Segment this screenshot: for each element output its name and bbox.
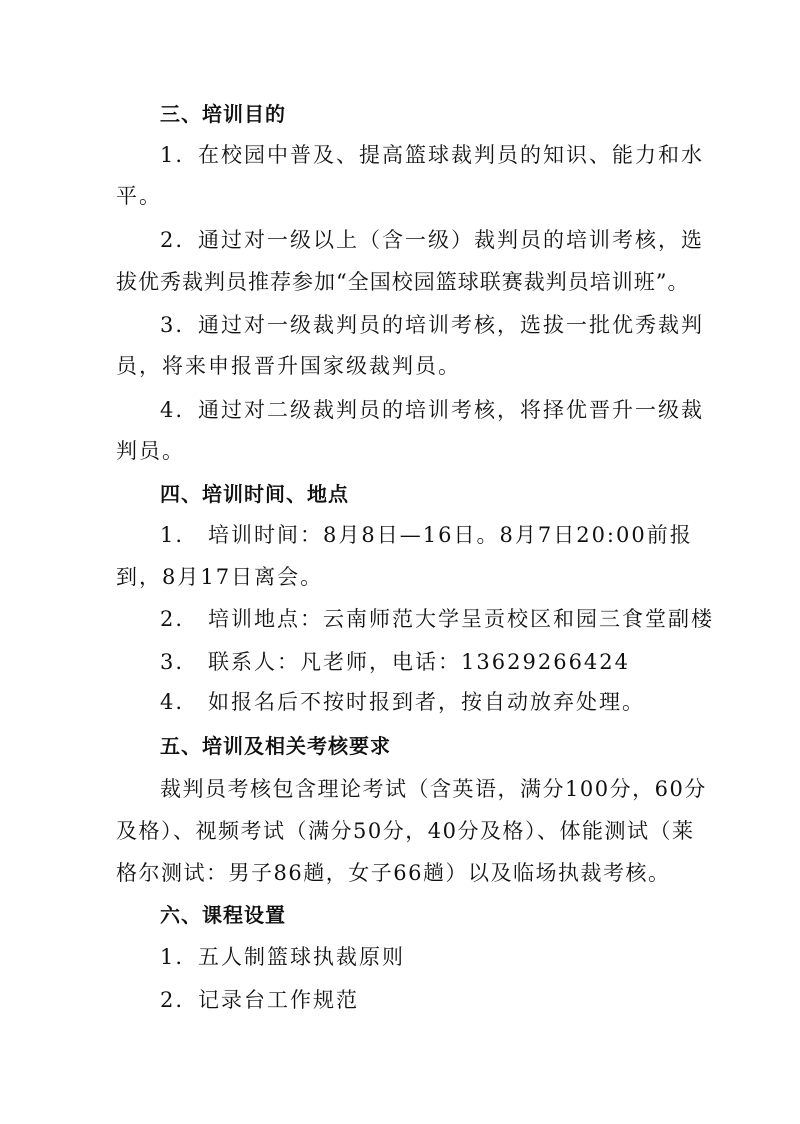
section-heading-courses: 六、课程设置 [160,903,286,927]
item-text: 记录台工作规范 [198,988,360,1012]
section-heading-time-place: 四、培训时间、地点 [160,482,349,506]
purpose-item-2-line-2: 拔优秀裁判员推荐参加“全国校园篮球联赛裁判员培训班”。 [116,270,690,294]
purpose-item-1-line-2: 平。 [116,184,162,208]
course-item-1 [160,943,800,971]
time-item-1-line-1 [160,521,800,549]
item-text: 如报名后不按时报到者，按自动放弃处理。 [208,690,646,714]
item-number: 4. [160,398,185,422]
purpose-item-3-line-1 [160,311,800,339]
item-number: 1. [160,945,185,969]
assessment-line-2: 及格）、视频考试（满分50分，40分及格）、体能测试（莱 [116,819,695,843]
item-number: 3. [160,313,185,337]
assessment-line-1: 裁判员考核包含理论考试（含英语，满分100分，60分 [160,777,707,801]
item-text: 通过对一级以上（含一级）裁判员的培训考核，选 [198,228,705,252]
rule-item-4 [160,688,800,716]
item-number: 4. [160,690,185,714]
item-text: 培训时间：8月8日—16日。8月7日20:00前报 [208,523,693,547]
item-number: 1. [160,523,185,547]
item-text: 通过对二级裁判员的培训考核，将择优晋升一级裁 [198,398,705,422]
item-text: 培训地点：云南师范大学呈贡校区和园三食堂副楼 [208,607,715,631]
purpose-item-1-line-1 [160,141,800,169]
section-heading-assessment: 五、培训及相关考核要求 [160,734,391,758]
item-text: 在校园中普及、提高篮球裁判员的知识、能力和水 [198,143,705,167]
item-number: 1. [160,143,185,167]
section-heading-purpose: 三、培训目的 [160,102,286,126]
contact-item-3 [160,648,800,676]
purpose-item-3-line-2: 员，将来申报晋升国家级裁判员。 [116,354,461,378]
purpose-item-4-line-1 [160,396,800,424]
purpose-item-4-line-2: 判员。 [116,439,185,463]
time-item-1-line-2: 到，8月17日离会。 [116,565,324,589]
item-text: 通过对一级裁判员的培训考核，选拔一批优秀裁判 [198,313,705,337]
course-item-2 [160,986,800,1014]
item-number: 2. [160,988,185,1012]
purpose-item-2-line-1 [160,226,800,254]
assessment-line-3: 格尔测试：男子86趟，女子66趟）以及临场执裁考核。 [116,861,671,885]
place-item-2 [160,605,800,633]
item-number: 2. [160,607,185,631]
item-text: 联系人：凡老师，电话：13629266424 [208,650,631,674]
item-number: 3. [160,650,185,674]
item-text: 五人制篮球执裁原则 [198,945,406,969]
item-number: 2. [160,228,185,252]
